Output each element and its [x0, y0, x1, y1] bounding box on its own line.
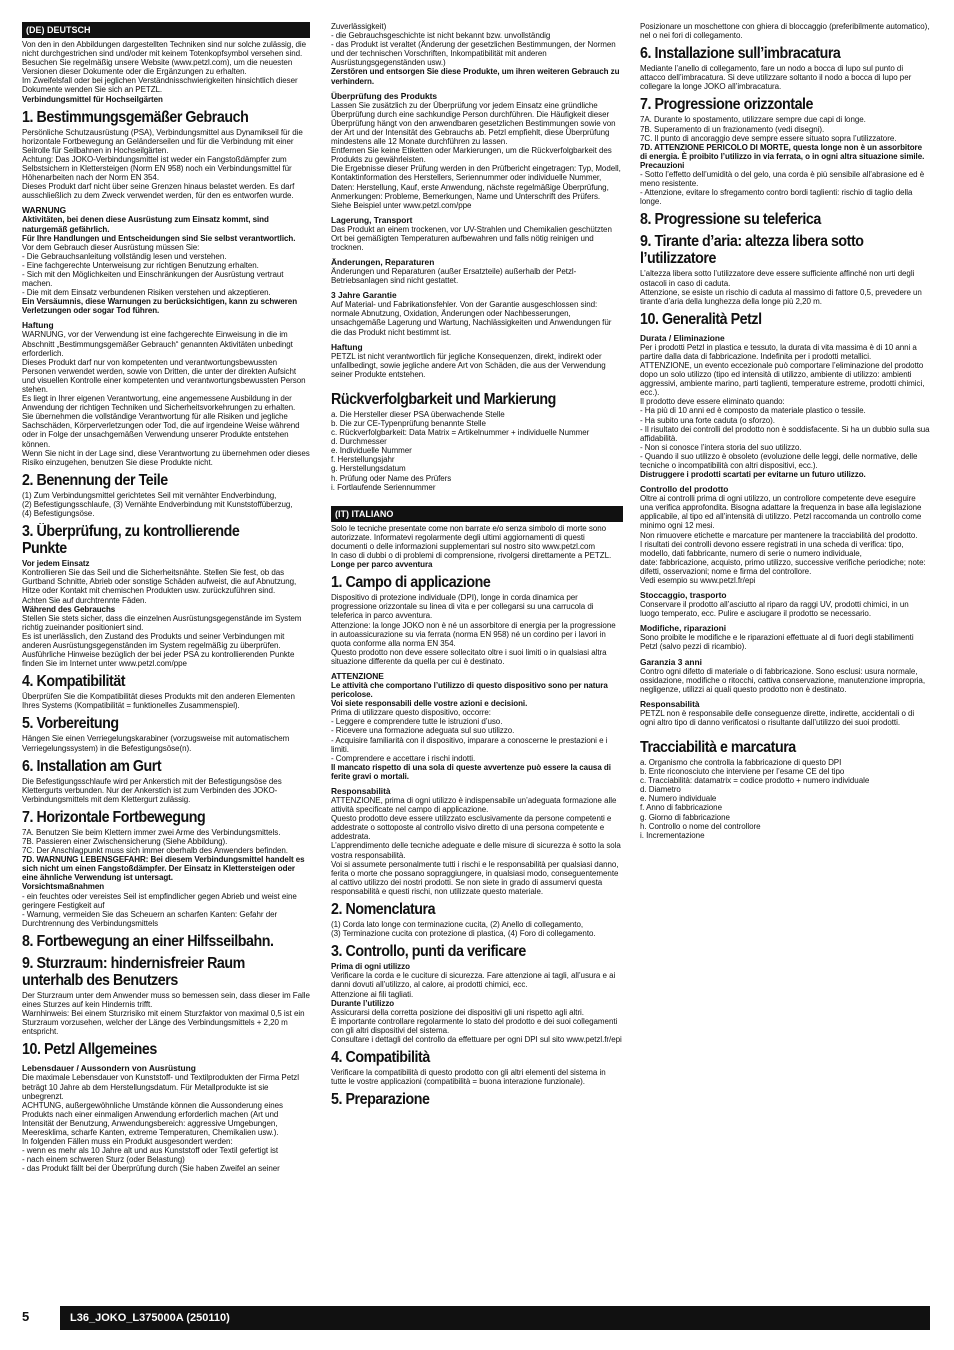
de-heading-5: 5. Vorbereitung [22, 715, 119, 733]
lang-header-de: (DE) DEUTSCH [22, 22, 310, 38]
de-heading-9: 9. Sturzraum: hindernisfreier Raum unterhalb des Benutzers [22, 954, 245, 989]
it-text-6: Mediante l’anello di collegamento, fare un nodo a bocca di lupo sul punto di attacco dell’imbracatura. Si deve utilizzare soltanto il nodo a bocca di lupo per collegare la longe JOKO all’imbracatura. [640, 64, 912, 92]
lang-header-it: (IT) ITALIANO [331, 506, 623, 522]
it-warning-bold-2: Il mancato rispetto di una sola di queste avvertenze può essere la causa di ferite gravi o mortali. [331, 762, 611, 781]
de-heading-7: 7. Horizontale Fortbewegung [22, 808, 206, 826]
de-text-7-precautions-title: Vorsichtsmaßnahmen [22, 882, 105, 892]
it-heading-5: 5. Preparazione [331, 1091, 430, 1109]
de-text-7: 7A. Benutzen Sie beim Klettern immer zwei Arme des Verbindungsmittels. 7B. Passieren einer Zwischensicherung (Siehe Abbildung). 7C. Der Anschlagpunkt muss sich immer oberhalb des Anwenders befinden. [22, 827, 288, 856]
de-heading-1: 1. Bestimmungsgemäßer Gebrauch [22, 108, 249, 126]
de-text-7d: 7D. WARNUNG LEBENSGEFAHR: Bei diesem Verbindungsmittel handelt es sich nicht um einen Fangstoßdämpfer. Der Einsatz in Klettersteigen oder eine ähnliche Verwendung ist untersagt. [22, 855, 305, 883]
de-modifications-title: Änderungen, Reparaturen [331, 257, 435, 268]
de-check-text: Lassen Sie zusätzlich zu der Überprüfung vor jedem Einsatz eine gründliche Überprüfung durch eine sachkundige Person durchführen. Die Häufigkeit dieser Überprüfung hängt von den anwendbaren gesetzlichen Bestimmungen sowie von der Art und der Intensität des Gebrauchs ab. Petzl empfiehlt, diese Überprüfung mindestens alle 12 Monate durchführen zu lassen. Entfernen Sie keine Etiketten oder Markierungen, um die Rückverfolgbarkeit des Produkts zu gewährleisten. Die Ergebnisse dieser Prüfung werden in den Prüfbericht eingetragen: Typ, Modell, Kontaktinformation des Herstellers, Seriennummer oder individuelle Nummer, Daten: Herstellung, Kauf, erste Anwendung, nächste regelmäßige Überprüfung, Anmerkungen: Probleme, Bemerkungen, Name und Unterschrift des Prüfers. Siehe Beispiel unter www.petzl.com/ppe [331, 100, 621, 210]
de-guarantee-title: 3 Jahre Garantie [331, 290, 397, 301]
column-middle [331, 22, 623, 1110]
de-responsibility-title: Haftung [331, 341, 363, 352]
column-german [22, 22, 310, 1173]
it-text-4: Verificare la compatibilità di questo prodotto con gli altri elementi del sistema in tutte le vostre applicazioni (compatibilità = buona interazione funzionale). [331, 1068, 606, 1087]
page-number: 5 [22, 1309, 30, 1324]
de-guarantee-text: Auf Material- und Fabrikationsfehler. Von der Garantie ausgeschlossen sind: normale Abnutzung, Oxidation, Änderungen oder Nachbesserungen, unsachgemäße Lagerung und Wartung, Nachlässigkeiten und Anwendungen für die das Produkt nicht bestimmt ist. [331, 300, 612, 337]
de-lifetime-bold: Zerstören und entsorgen Sie diese Produkte, um ihren weiteren Gebrauch zu verhindern. [331, 67, 620, 86]
de-text-3a-title: Vor jedem Einsatz [22, 559, 90, 569]
de-heading-3: 3. Überprüfung, zu kontrollierende Punkte [22, 523, 240, 558]
it-storage-text: Conservare il prodotto all’asciutto al riparo da raggi UV, prodotti chimici, in un luogo temperato, ecc. Pulire e asciugare il prodotto se necessario. [640, 600, 909, 619]
it-responsibility-2-title: Responsabilità [640, 698, 700, 709]
de-warning-text: Vor dem Gebrauch dieser Ausrüstung müssen Sie: - Die Gebrauchsanleitung vollständig lesen und verstehen. - Eine fachgerechte Unterweisung zur richtigen Benutzung erhalten. - Sich mit den Möglichkeiten und Einschränkungen der Ausrüstung vertraut machen. - Die mit dem Einsatz verbundenen Risiken verstehen und akzeptieren. [22, 242, 284, 298]
de-text-4: Überprüfen Sie die Kompatibilität dieses Produkts mit den anderen Elementen Ihres Systems (Kompatibilität = funktionelles Zusammenspiel). [22, 692, 295, 711]
de-storage-title: Lagerung, Transport [331, 214, 413, 225]
de-text-3b: Stellen Sie stets sicher, dass die einzelnen Ausrüstungsgegenstände im System richtig zueinander positioniert sind. Es ist unerlässlich, den Zustand des Produkts und seiner Verbindungen mit anderen Ausrüstungsgegenständen im System regelmäßig zu überprüfen. Ausführliche Hinweise bezüglich der bei jeder PSA zu kontrollierenden Punkte finden Sie im Internet unter www.petzl.com/ppe [22, 613, 302, 669]
de-heading-6: 6. Installation am Gurt [22, 757, 162, 775]
de-liability-title: Haftung [22, 320, 54, 331]
it-text-3b-title: Durante l’utilizzo [331, 998, 395, 1008]
it-heading-7: 7. Progressione orizzontale [640, 96, 814, 114]
column-italian [640, 22, 930, 840]
it-text-7-precautions: - Sotto l’effetto dell’umidità o del gelo, una corda è più sensibile all’abrasione ed è meno resistente. - Attenzione, evitare lo sfregamento contro bordi taglienti: rischio di taglio della longe. [640, 170, 925, 207]
de-responsibility-text: PETZL ist nicht verantwortlich für jegliche Konsequenzen, direkt, indirekt oder unfallbedingt, sowie jegliche andere Art von Schäden, die aus der Verwendung seiner Produkte entstehen. [331, 351, 606, 379]
de-text-5: Hängen Sie einen Verriegelungskarabiner (vorzugsweise mit automatischem Verriegelungssystem) in die Befestigungsöse(n). [22, 734, 290, 753]
it-responsibility-text: ATTENZIONE, prima di ogni utilizzo è indispensabile un’adeguata formazione alle attività specificate nel campo di applicazione. Questo prodotto deve essere utilizzato esclusivamente da persone competenti e addestrate o sottoposte al controllo visivo diretto di una persona competente e addestrata. L’apprendimento delle tecniche adeguate e delle misure di sicurezza è sotto la sola vostra responsabilità. Voi si assumete personalmente tutti i rischi e le responsabilità per qualsiasi danno, ferita o morte che possano sopraggiungere, in qualsiasi modo, conseguentemente al cattivo utilizzo dei nostri prodotti. Se non siete in grado di assumervi questa responsabilità e questi rischi, non utilizzate questo materiale. [331, 796, 621, 896]
de-text-3b-title: Während des Gebrauchs [22, 604, 116, 614]
it-intro-product: Longe per parco avventura [331, 560, 433, 570]
de-heading-8: 8. Fortbewegung an einer Hilfsseilbahn. [22, 932, 274, 950]
de-text-9: Der Sturzraum unter dem Anwender muss so bemessen sein, dass dieser im Falle eines Sturzes auf kein Hindernis trifft. Warnhinweis: Bei einem Sturzrisiko mit einem Sturzfaktor von maximal 0,5 ist ein Sturzraum vorzusehen, welcher der Länge des Verbindungsmittels + 2,20 m entspricht. [22, 990, 310, 1037]
it-heading-8: 8. Progressione su teleferica [640, 211, 821, 229]
it-warning-bold: Le attività che comportano l’utilizzo di questo dispositivo sono per natura pericolose. Voi siete responsabili delle vostre azioni e decisioni. [331, 680, 608, 709]
it-intro: Solo le tecniche presentate come non barrate e/o senza simbolo di morte sono autorizzate. Informatevi regolarmente degli ultimi aggiornamenti di questi documenti o delle informazioni supplementari sul nostro sito www.petzl.com In caso di dubbi o di problemi di comprensione, rivolgersi direttamente a PETZL. [331, 523, 612, 561]
it-responsibility-2-text: PETZL non è responsabile delle conseguenze dirette, indirette, accidentali o di ogni altro tipo di danno verificatosi o risultante dall’utilizzo dei suoi prodotti. [640, 708, 915, 727]
it-text-3a-title: Prima di ogni utilizzo [331, 962, 410, 972]
de-heading-10: 10. Petzl Allgemeines [22, 1041, 157, 1059]
it-heading-3: 3. Controllo, punti da verificare [331, 943, 526, 961]
de-warning-bold: Aktivitäten, bei denen diese Ausrüstung zum Einsatz kommt, sind naturgemäß gefährlich. Für Ihre Handlungen und Entscheidungen sind Sie selbst verantwortlich. [22, 215, 296, 243]
de-text-6: Die Befestigungsschlaufe wird per Ankerstich mit der Befestigungsöse des Klettergurts verbunden. Nur der Ankerstich ist zum Verbinden des JOKO-Verbindungsmittels mit dem Klettergurt zulässig. [22, 776, 282, 804]
it-check-text: Oltre ai controlli prima di ogni utilizzo, un controllore competente deve eseguire una verifica approfondita. Bisogna adattare la frequenza in base alla legislazione applicabile, al tipo ed all’intensità di utilizzo. Petzl raccomanda un controllo come minimo ogni 12 mesi. Non rimuovere etichette e marcature per mantenere la tracciabilità del prodotto. I risultati dei controlli devono essere registrati in una scheda di verifica: tipo, modello, dati fabbricante, numero di serie o numero individuale, date: fabbricazione, acquisto, primo utilizzo, successive verifiche periodiche; note: difetti, osservazioni; nome e firma del controllore. Vedi esempio su www.petzl.fr/epi [640, 494, 926, 586]
de-liability-text: WARNUNG, vor der Verwendung ist eine fachgerechte Einweisung in die im Abschnitt „Bestimmungsgemäßer Gebrauch“ genannten Aktivitäten unbedingt erforderlich. Dieses Produkt darf nur von kompetenten und verantwortungsbewussten Personen verwendet werden, sowie von Dritten, die unter der direkten Aufsicht und visuellen Kontrolle einer kompetenten und verantwortungsbewussten Person stehen. Es liegt in Ihrer eigenen Verantwortung, eine angemessene Ausbildung in der Anwendung der richtigen Techniken und Sicherheitsvorkehrungen zu erhalten. Sie übernehmen die vollständige Verantwortung für alle Risiken und jegliche Sachschäden, Körperverletzungen oder Tod, die auf irgendeine Weise während oder in Folge der unsachgemäßen Verwendung unserer Produkte entstehen können. Wenn Sie nicht in der Lage sind, diese Verantwortung zu übernehmen oder dieses Risiko einzugehen, benutzen Sie diese Produkte nicht. [22, 330, 310, 467]
de-intro: Von den in den Abbildungen dargestellten Techniken sind nur solche zulässig, die nicht durchgestrichen sind und/oder mit keinem Totenkopfsymbol versehen sind. Besuchen Sie regelmäßig unsere Website (www.petzl.com), um die neuesten Versionen dieser Dokumente oder die Ergänzungen zu erhalten. Im Zweifelsfall oder bei jeglichen Verständnisschwierigkeiten hinsichtlich dieser Dokumente wenden Sie sich an PETZL. [22, 40, 307, 95]
de-text-3a: Kontrollieren Sie das Seil und die Sicherheitsnähte. Stellen Sie fest, ob das Gurtband Schnitte, Abrieb oder sonstige Schäden aufweist, die auf Abnutzung, Hitze oder Kontakt mit chemischen Produkten usw. zurückzuführen sind. Achten Sie auf durchtrennte Fäden. [22, 568, 297, 605]
it-heading-4: 4. Compatibilità [331, 1049, 430, 1067]
it-heading-1: 1. Campo di applicazione [331, 574, 491, 592]
it-lifetime-bold: Distruggere i prodotti scartati per evitarne un futuro utilizzo. [640, 470, 866, 480]
de-text-7-precautions: - ein feuchtes oder vereistes Seil ist empfindlicher gegen Abrieb und weist eine geringere Festigkeit auf - Warnung, vermeiden Sie das Scheuern an scharfen Kanten: Gefahr der Durchtrennung des Verbindungsmittels [22, 891, 297, 928]
it-text-7: 7A. Durante lo spostamento, utilizzare sempre due capi di longe. 7B. Superamento di un frazionamento (vedi disegni). 7C. Il punto di ancoraggio deve sempre essere situato sopra l’utilizzatore. [640, 115, 897, 143]
it-check-title: Controllo del prodotto [640, 484, 729, 495]
it-text-2: (1) Corda lato longe con terminazione cucita, (2) Anello di collegamento, (3) Terminazione cucita con protezione di plastica, (4) Foro di collegamento. [331, 920, 596, 939]
it-responsibility-title: Responsabilità [331, 786, 391, 796]
de-traceability-heading: Rückverfolgbarkeit und Markierung [331, 390, 556, 408]
it-lifetime-title: Durata / Eliminazione [640, 332, 725, 343]
it-guarantee-text: Contro ogni difetto di materiale o di fabbricazione. Sono esclusi: usura normale, ossidazione, modifiche o ritocchi, cattiva conservazione, manutenzione impropria, negligenze, utilizzi ai quali questo prodotto non è destinato. [640, 666, 925, 694]
it-storage-title: Stoccaggio, trasporto [640, 590, 727, 601]
de-lifetime-text-cont: Zuverlässigkeit) - die Gebrauchsgeschichte ist nicht bekannt bzw. unvollständig - das Produkt ist veraltet (Änderung der gesetzlichen Bestimmungen, der Normen und der technischen Vorschriften, Inkompatibilität mit anderen Ausrüstungsgegenständen usw.) [331, 22, 616, 68]
it-text-7d: 7D. ATTENZIONE PERICOLO DI MORTE, questa longe non è un assorbitore di energia. È proibito l’utilizzo in via ferrata, o in ogni altra situazione simile. [640, 142, 925, 161]
de-lifetime-title: Lebensdauer / Aussondern von Ausrüstung [22, 1063, 196, 1074]
de-modifications-text: Änderungen und Reparaturen (außer Ersatzteile) außerhalb der Petzl-Betriebsanlagen sind nicht gestattet. [331, 267, 577, 286]
de-heading-2: 2. Benennung der Teile [22, 471, 168, 489]
it-traceability-list: a. Organismo che controlla la fabbricazione di questo DPI b. Ente riconosciuto che interviene per l’esame CE del tipo c. Tracciabilità: datamatrix = codice prodotto + numero individuale d. Diametro e. Numero individuale f. Anno di fabbricazione g. Giorno di fabbricazione h. Controllo o nome del controllore i. Incrementazione [640, 757, 870, 840]
it-text-3a: Verificare la corda e le cuciture di sicurezza. Fare attenzione ai tagli, all’usura e ai danni dovuti all’utilizzo, al calore, ai prodotti chimici, ecc. Attenzione ai fili tagliati. [331, 971, 616, 999]
de-warning-bold-2: Ein Versäumnis, diese Warnungen zu berücksichtigen, kann zu schweren Verletzungen oder sogar Tod führen. [22, 297, 298, 316]
de-warning-title: WARNUNG [22, 205, 67, 216]
document-reference: L36_JOKO_L375000A (250110) [60, 1306, 930, 1330]
de-intro-product: Verbindungsmittel für Hochseilgärten [22, 94, 163, 104]
it-text-7-precautions-title: Precauzioni [640, 160, 685, 170]
it-text-5: Posizionare un moschettone con ghiera di bloccaggio (preferibilmente automatico), nel o nei fori di collegamento. [640, 22, 930, 41]
de-traceability-list: a. Die Hersteller dieser PSA überwachende Stelle b. Die zur CE-Typenprüfung benannte Stelle c. Rückverfolgbarkeit: Data Matrix = Artikelnummer + individuelle Nummer d. Durchmesser e. Individuelle Nummer f. Herstellungsjahr g. Herstellungsdatum h. Prüfung oder Name des Prüfers i. Fortlaufende Seriennummer [331, 409, 590, 492]
it-text-3b: Assicurarsi della corretta posizione dei dispositivi gli uni rispetto agli altri. È importante controllare regolarmente lo stato del prodotto e dei suoi collegamenti con gli altri dispositivi del sistema. Consultare i dettagli del controllo da effettuare per ogni DPI sul sito www.petzl.fr/epi [331, 1007, 622, 1044]
it-guarantee-title: Garanzia 3 anni [640, 656, 702, 667]
de-storage-text: Das Produkt an einem trockenen, vor UV-Strahlen und Chemikalien geschützten Ort bei gemäßigten Temperaturen aufbewahren und falls nötig reinigen und trocknen. [331, 224, 612, 252]
it-lifetime-text: Per i prodotti Petzl in plastica e tessuto, la durata di vita massima è di 10 anni a partire dalla data di fabbricazione. Indefinita per i prodotti metallici. ATTENZIONE, un evento eccezionale può comportare l’eliminazione del prodotto dopo un solo utilizzo (tipo ed intensità di utilizzo, ambiente di utilizzo: ambienti aggressivi, ambiente marino, parti taglienti, temperature estreme, prodotti chimici, ecc.). Il prodotto deve essere eliminato quando: - Ha più di 10 anni ed è composto da materiale plastico o tessile. - Ha subito una forte caduta (o sforzo). - Il risultato dei controlli del prodotto non è soddisfacente. Si ha un dubbio sulla sua affidabilità. - Non si conosce l’intera storia del suo utilizzo. - Quando il suo utilizzo è obsoleto (evoluzione delle leggi, delle normative, delle tecniche o incompatibilità con altri dispositivi, ecc.). [640, 342, 930, 470]
it-traceability-heading: Tracciabilità e marcatura [640, 738, 796, 756]
it-text-9: L’altezza libera sotto l’utilizzatore deve essere sufficiente affinché non urti degli ostacoli in caso di caduta. Attenzione, se esiste un rischio di caduta al massimo di fattore 0,5, prevedere un tirante d’aria della lunghezza della longe più 2,20 m. [640, 269, 922, 306]
de-text-2: (1) Zum Verbindungsmittel gerichtetes Seil mit vernähter Endverbindung, (2) Befestigungsschlaufe, (3) Vernähte Endverbindung mit Kunststoffüberzug, (4) Befestigungsöse. [22, 490, 293, 519]
it-heading-9: 9. Tirante d’aria: altezza libera sotto l’utilizzatore [640, 233, 864, 268]
it-heading-6: 6. Installazione sull’imbracatura [640, 45, 841, 63]
de-text-1: Persönliche Schutzausrüstung (PSA), Verbindungsmittel aus Dynamikseil für die horizontale Fortbewegung an Geländerseilen und für die Verbindung mit einer Seilrolle für Seilbahnen in Hochseilgärten. Achtung: Das JOKO-Verbindungsmittel ist weder ein Fangstoßdämpfer zum Selbstsichern in Klettersteigen (Norm EN 958) noch ein Verbindungsmittel für Höhenarbeiten nach der Norm EN 354. Dieses Produkt darf nicht über seine Grenzen hinaus belastet werden. Es darf ausschließlich zu dem Zweck verwendet werden, für den es entworfen wurde. [22, 127, 303, 201]
it-warning-text: Prima di utilizzare questo dispositivo, occorre: - Leggere e comprendere tutte le istruzioni d’uso. - Ricevere una formazione adeguata sul suo utilizzo. - Acquisire familiarità con il dispositivo, imparare a conoscerne le prestazioni e i limiti. - Comprendere e accettare i rischi indotti. [331, 708, 608, 763]
de-heading-4: 4. Kompatibilität [22, 673, 126, 691]
de-check-title: Überprüfung des Produkts [331, 90, 438, 101]
it-heading-10: 10. Generalità Petzl [640, 310, 762, 328]
it-heading-2: 2. Nomenclatura [331, 901, 436, 919]
de-lifetime-text: Die maximale Lebensdauer von Kunststoff- und Textilprodukten der Firma Petzl beträgt 10 Jahre ab dem Herstellungsdatum. Für Metallprodukte ist sie unbegrenzt. ACHTUNG, außergewöhnliche Umstände können die Aussonderung eines Produkts nach einer einmaligen Anwendung erforderlich machen (Art und Intensität der Benutzung, Anwendungsbereich: aggressive Umgebungen, Meeresklima, scharfe Kanten, extreme Temperaturen, Chemikalien usw.). In folgenden Fällen muss ein Produkt ausgesondert werden: - wenn es mehr als 10 Jahre alt und aus Kunststoff oder Textil gefertigt ist - nach einem schweren Sturz (oder Belastung) - das Produkt fällt bei der Überprüfung durch (Sie haben Zweifel an seiner [22, 1073, 299, 1174]
page-footer [22, 1306, 930, 1330]
it-modifications-text: Sono proibite le modifiche e le riparazioni effettuate al di fuori degli stabilimenti Petzl (salvo pezzi di ricambio). [640, 633, 914, 652]
it-text-1: Dispositivo di protezione individuale (DPI), longe in corda dinamica per progressione orizzontale su linea di vita e per collegarsi su una carrucola di teleferica in parco avventura. Attenzione: la longe JOKO non è né un assorbitore di energia per la progressione in autoassicurazione su via ferrata (norma EN 958) né un cordino per i lavori in quota conforme alla norma EN 354. Questo prodotto non deve essere sollecitato oltre i suoi limiti o in qualsiasi altra situazione differente da quella per cui è destinato. [331, 593, 616, 666]
it-modifications-title: Modifiche, riparazioni [640, 623, 727, 634]
it-warning-title: ATTENZIONE [331, 670, 384, 681]
